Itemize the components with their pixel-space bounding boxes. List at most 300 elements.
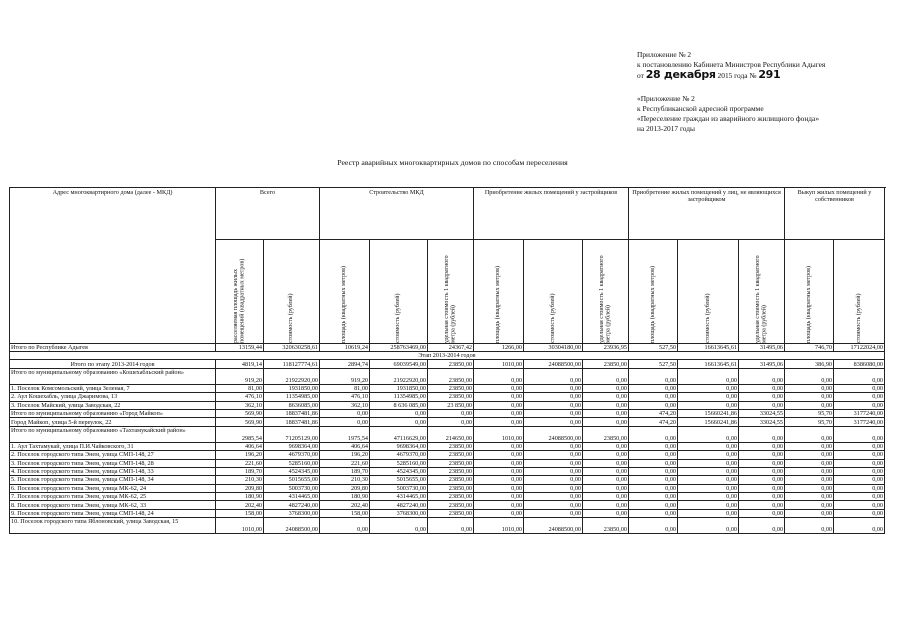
value-cell: 0,00: [583, 442, 629, 450]
value-cell: 0,00: [524, 509, 583, 517]
sub-header: стоимость (рублей): [834, 240, 885, 344]
value-cell: 202,40: [320, 501, 370, 509]
table-row: [10, 501, 885, 509]
address-cell: 2. Поселок городского типа Энем, улица СМП-148, 27: [10, 451, 216, 459]
address-cell: 3. Поселок городского типа Энем, улица СМП-148, 28: [10, 459, 216, 467]
date-prefix: от: [637, 71, 644, 80]
value-cell: 2985,54: [216, 426, 264, 442]
value-cell: 0,00: [785, 442, 834, 450]
value-cell: 0,00: [583, 476, 629, 484]
value-cell: 69039549,00: [370, 360, 428, 368]
value-cell: 0,00: [834, 518, 885, 534]
value-cell: 189,70: [216, 467, 264, 475]
value-cell: 0,00: [834, 451, 885, 459]
value-cell: 0,00: [834, 484, 885, 492]
value-cell: 196,20: [216, 451, 264, 459]
value-cell: 221,60: [216, 459, 264, 467]
table-row: [10, 393, 885, 401]
value-cell: 258763469,00: [370, 344, 428, 352]
value-cell: 0,00: [834, 401, 885, 409]
table-row: [10, 418, 885, 426]
value-cell: 0,00: [474, 493, 524, 501]
value-cell: 476,10: [320, 393, 370, 401]
value-cell: 0,00: [678, 368, 739, 384]
value-cell: 209,80: [320, 484, 370, 492]
table-row: [10, 509, 885, 517]
value-cell: 0,00: [678, 518, 739, 534]
value-cell: 4314465,00: [370, 493, 428, 501]
value-cell: 0,00: [583, 384, 629, 392]
value-cell: 362,10: [320, 401, 370, 409]
value-cell: 202,40: [216, 501, 264, 509]
value-cell: 189,70: [320, 467, 370, 475]
value-cell: 0,00: [629, 384, 678, 392]
value-cell: 0,00: [678, 442, 739, 450]
value-cell: 0,00: [629, 368, 678, 384]
sub-header: площадь (квадратных метров): [785, 240, 834, 344]
appendix-line-5: к Республиканской адресной программе: [637, 104, 764, 113]
document-title: Реестр аварийных многоквартирных домов по способам переселения: [337, 158, 568, 167]
value-cell: 4679370,00: [264, 451, 320, 459]
value-cell: 0,00: [785, 451, 834, 459]
value-cell: 386,90: [785, 360, 834, 368]
value-cell: 17122024,00: [834, 344, 885, 352]
value-cell: 0,00: [678, 426, 739, 442]
value-cell: 3177240,00: [834, 409, 885, 417]
sub-header: площадь (квадратных метров): [629, 240, 678, 344]
value-cell: 24367,42: [428, 344, 474, 352]
value-cell: 0,00: [428, 418, 474, 426]
value-cell: 0,00: [678, 393, 739, 401]
value-cell: 0,00: [739, 476, 785, 484]
value-cell: 0,00: [474, 401, 524, 409]
value-cell: 0,00: [524, 451, 583, 459]
value-cell: 23850,00: [583, 426, 629, 442]
value-cell: 919,20: [320, 368, 370, 384]
value-cell: 23850,00: [428, 476, 474, 484]
value-cell: 0,00: [834, 368, 885, 384]
table-row: [10, 442, 885, 450]
value-cell: 15660241,86: [678, 418, 739, 426]
value-cell: 0,00: [739, 501, 785, 509]
value-cell: 0,00: [524, 459, 583, 467]
value-cell: 569,90: [216, 409, 264, 417]
value-cell: 0,00: [583, 459, 629, 467]
value-cell: 0,00: [629, 442, 678, 450]
table-row: [10, 459, 885, 467]
value-cell: 0,00: [583, 409, 629, 417]
value-cell: 0,00: [739, 426, 785, 442]
value-cell: 23850,00: [428, 360, 474, 368]
value-cell: 4314465,00: [264, 493, 320, 501]
value-cell: 0,00: [370, 409, 428, 417]
value-cell: 180,90: [320, 493, 370, 501]
table-row: [10, 401, 885, 409]
value-cell: 23850,00: [428, 467, 474, 475]
registry-table: [9, 187, 885, 534]
value-cell: 95,70: [785, 409, 834, 417]
value-cell: 0,00: [320, 409, 370, 417]
table-row: [10, 476, 885, 484]
value-cell: 0,00: [428, 409, 474, 417]
appendix-line-7: на 2013-2017 годы: [637, 124, 696, 133]
value-cell: 0,00: [785, 501, 834, 509]
value-cell: 0,00: [785, 459, 834, 467]
value-cell: 0,00: [834, 393, 885, 401]
value-cell: 196,20: [320, 451, 370, 459]
value-cell: 0,00: [739, 518, 785, 534]
value-cell: 18837481,86: [264, 418, 320, 426]
value-cell: 0,00: [834, 442, 885, 450]
value-cell: 0,00: [320, 518, 370, 534]
value-cell: 24088500,00: [264, 518, 320, 534]
value-cell: 31495,06: [739, 360, 785, 368]
value-cell: 158,00: [320, 509, 370, 517]
value-cell: 5003730,00: [264, 484, 320, 492]
value-cell: 1010,00: [216, 518, 264, 534]
value-cell: 9698364,00: [264, 442, 320, 450]
value-cell: 919,20: [216, 368, 264, 384]
address-cell: 9. Поселок городского типа Энем, улица СМП-148, 24: [10, 509, 216, 517]
value-cell: 0,00: [583, 368, 629, 384]
address-cell: 5. Поселок городского типа Энем, улица СМП-148, 34: [10, 476, 216, 484]
value-cell: 0,00: [785, 368, 834, 384]
sub-header: стоимость (рублей): [264, 240, 320, 344]
value-cell: 0,00: [678, 401, 739, 409]
value-cell: 23850,00: [428, 368, 474, 384]
value-cell: 16613645,61: [678, 344, 739, 352]
value-cell: 118127774,61: [264, 360, 320, 368]
value-cell: 0,00: [629, 401, 678, 409]
value-cell: 320630258,61: [264, 344, 320, 352]
value-cell: 0,00: [474, 442, 524, 450]
value-cell: 569,90: [216, 418, 264, 426]
value-cell: 23850,00: [428, 459, 474, 467]
address-cell: 7. Поселок городского типа Энем, улица МК-62, 25: [10, 493, 216, 501]
value-cell: 31495,06: [739, 344, 785, 352]
value-cell: 11354985,00: [264, 393, 320, 401]
value-cell: 0,00: [785, 476, 834, 484]
table-body: [10, 344, 885, 534]
value-cell: 0,00: [629, 518, 678, 534]
value-cell: 95,70: [785, 418, 834, 426]
value-cell: 0,00: [524, 418, 583, 426]
value-cell: 23850,00: [428, 493, 474, 501]
value-cell: 0,00: [524, 476, 583, 484]
value-cell: 23850,00: [428, 501, 474, 509]
value-cell: 210,30: [320, 476, 370, 484]
value-cell: 0,00: [524, 501, 583, 509]
value-cell: 21922920,00: [264, 368, 320, 384]
appendix-line-1: Приложение № 2: [637, 50, 692, 59]
value-cell: 21922920,00: [370, 368, 428, 384]
value-cell: 0,00: [785, 484, 834, 492]
value-cell: 8636085,00: [264, 401, 320, 409]
address-cell: 4. Поселок городского типа Энем, улица СМП-148, 33: [10, 467, 216, 475]
value-cell: 0,00: [474, 409, 524, 417]
value-cell: 406,64: [320, 442, 370, 450]
value-cell: 158,00: [216, 509, 264, 517]
value-cell: 5285160,00: [370, 459, 428, 467]
value-cell: 18837481,86: [264, 409, 320, 417]
value-cell: 0,00: [785, 493, 834, 501]
address-cell: 1. Аул Тахтамукай, улица П.И.Чайковского, 31: [10, 442, 216, 450]
construction-header: Строительство МКД: [320, 188, 474, 240]
table-row: [10, 344, 885, 352]
value-cell: 4679370,00: [370, 451, 428, 459]
value-cell: 0,00: [583, 493, 629, 501]
value-cell: 24088500,00: [524, 426, 583, 442]
value-cell: 0,00: [834, 493, 885, 501]
value-cell: 476,10: [216, 393, 264, 401]
value-cell: 23850,00: [428, 393, 474, 401]
value-cell: 3768300,00: [264, 509, 320, 517]
value-cell: 0,00: [524, 393, 583, 401]
value-cell: 0,00: [524, 493, 583, 501]
value-cell: 0,00: [474, 368, 524, 384]
value-cell: 474,20: [629, 418, 678, 426]
appendix-header: [637, 50, 905, 134]
value-cell: 0,00: [678, 459, 739, 467]
value-cell: 0,00: [739, 442, 785, 450]
value-cell: 474,20: [629, 409, 678, 417]
value-cell: 4827240,00: [370, 501, 428, 509]
value-cell: 0,00: [678, 484, 739, 492]
value-cell: 0,00: [474, 384, 524, 392]
table-row: [10, 409, 885, 417]
value-cell: 0,00: [428, 518, 474, 534]
value-cell: 0,00: [739, 368, 785, 384]
value-cell: 0,00: [370, 518, 428, 534]
address-cell: Итого по муниципальному образованию «Тахтамукайский район»: [10, 426, 216, 442]
address-cell: 6. Поселок городского типа Энем, улица МК-62, 24: [10, 484, 216, 492]
value-cell: 0,00: [474, 501, 524, 509]
value-cell: 1975,54: [320, 426, 370, 442]
value-cell: 0,00: [629, 393, 678, 401]
table-row: [10, 360, 885, 368]
value-cell: 0,00: [524, 384, 583, 392]
value-cell: 1266,00: [474, 344, 524, 352]
value-cell: 0,00: [834, 501, 885, 509]
table-row: [10, 368, 885, 384]
date-year: 2015 года №: [717, 71, 757, 80]
value-cell: 0,00: [739, 493, 785, 501]
value-cell: 0,00: [474, 459, 524, 467]
address-cell: 10. Поселок городского типа Яблоновский, улица Заводская, 15: [10, 518, 216, 534]
handwritten-date: 28 декабря: [645, 68, 716, 81]
value-cell: 0,00: [524, 401, 583, 409]
value-cell: 0,00: [739, 401, 785, 409]
value-cell: 0,00: [629, 509, 678, 517]
value-cell: 0,00: [785, 467, 834, 475]
value-cell: 23936,95: [583, 344, 629, 352]
value-cell: 180,90: [216, 493, 264, 501]
address-cell: Город Майкоп, улица 5-й переулок, 22: [10, 418, 216, 426]
sub-header: стоимость (рублей): [524, 240, 583, 344]
value-cell: 24088500,00: [524, 360, 583, 368]
value-cell: 0,00: [834, 467, 885, 475]
value-cell: 0,00: [524, 467, 583, 475]
value-cell: 23850,00: [583, 360, 629, 368]
value-cell: 0,00: [583, 467, 629, 475]
value-cell: 0,00: [629, 476, 678, 484]
value-cell: 214650,00: [428, 426, 474, 442]
address-cell: 8. Поселок городского типа Энем, улица МК-62, 33: [10, 501, 216, 509]
value-cell: 0,00: [739, 459, 785, 467]
address-cell: 2. Аул Кошехабль, улица Джаримова, 13: [10, 393, 216, 401]
value-cell: 24088500,00: [524, 518, 583, 534]
value-cell: 0,00: [834, 459, 885, 467]
value-cell: 9698364,00: [370, 442, 428, 450]
address-cell: Итого по Республике Адыгея: [10, 344, 216, 352]
value-cell: 23850,00: [428, 442, 474, 450]
sub-header: удельная стоимость 1 квадратного метра (рублей): [739, 240, 785, 344]
buyout-header: Выкуп жилых помещений у собственников: [785, 188, 885, 240]
purchase-other-header: Приобретение жилых помещений у лиц, не являющихся застройщиком: [629, 188, 785, 240]
value-cell: 0,00: [474, 393, 524, 401]
address-cell: Итого по этапу 2013-2014 годов: [10, 360, 216, 368]
value-cell: 0,00: [629, 501, 678, 509]
sub-header: расселяемая площадь жилых помещений (квадратных метров): [216, 240, 264, 344]
value-cell: 33024,55: [739, 418, 785, 426]
value-cell: 0,00: [834, 476, 885, 484]
value-cell: 23850,00: [428, 484, 474, 492]
value-cell: 0,00: [678, 467, 739, 475]
table-row: [10, 484, 885, 492]
value-cell: 0,00: [678, 501, 739, 509]
value-cell: 0,00: [785, 509, 834, 517]
value-cell: 0,00: [678, 451, 739, 459]
value-cell: 4524345,00: [264, 467, 320, 475]
purchase-developer-header: Приобретение жилых помещений у застройщиков: [474, 188, 629, 240]
stage-row: [10, 352, 885, 360]
value-cell: 47116629,00: [370, 426, 428, 442]
value-cell: 13159,44: [216, 344, 264, 352]
value-cell: 5015655,00: [370, 476, 428, 484]
table-row: [10, 451, 885, 459]
appendix-line-4: «Приложение № 2: [637, 94, 695, 103]
value-cell: 221,60: [320, 459, 370, 467]
value-cell: 1010,00: [474, 518, 524, 534]
value-cell: 210,30: [216, 476, 264, 484]
value-cell: 8 636 085,00: [370, 401, 428, 409]
value-cell: 527,50: [629, 344, 678, 352]
value-cell: 0,00: [474, 467, 524, 475]
value-cell: 0,00: [583, 501, 629, 509]
value-cell: 0,00: [785, 393, 834, 401]
sub-header: площадь (квадратных метров): [474, 240, 524, 344]
value-cell: 0,00: [583, 418, 629, 426]
value-cell: 23850,00: [428, 384, 474, 392]
value-cell: 0,00: [474, 484, 524, 492]
value-cell: 0,00: [785, 426, 834, 442]
sub-header: удельная стоимость 1 квадратного метра (рублей): [428, 240, 474, 344]
value-cell: 0,00: [370, 418, 428, 426]
value-cell: 0,00: [629, 484, 678, 492]
value-cell: 0,00: [629, 459, 678, 467]
value-cell: 2894,74: [320, 360, 370, 368]
sub-header: площадь (квадратных метров): [320, 240, 370, 344]
appendix-line-2: к постановлению Кабинета Министров Республики Адыгея: [637, 60, 826, 69]
value-cell: 0,00: [629, 467, 678, 475]
value-cell: 23850,00: [428, 451, 474, 459]
value-cell: 0,00: [583, 484, 629, 492]
value-cell: 5015655,00: [264, 476, 320, 484]
value-cell: 406,64: [216, 442, 264, 450]
value-cell: 0,00: [785, 518, 834, 534]
value-cell: 81,00: [320, 384, 370, 392]
value-cell: 0,00: [629, 451, 678, 459]
value-cell: 0,00: [524, 409, 583, 417]
value-cell: 1931850,00: [370, 384, 428, 392]
appendix-line-6: «Переселение граждан из аварийного жилищного фонда»: [637, 114, 820, 123]
sub-header: удельная стоимость 1 квадратного метра (рублей): [583, 240, 629, 344]
value-cell: 209,80: [216, 484, 264, 492]
value-cell: 0,00: [785, 401, 834, 409]
value-cell: 0,00: [834, 384, 885, 392]
value-cell: 0,00: [474, 451, 524, 459]
value-cell: 0,00: [629, 426, 678, 442]
value-cell: 362,10: [216, 401, 264, 409]
value-cell: 0,00: [583, 509, 629, 517]
value-cell: 746,70: [785, 344, 834, 352]
address-cell: 1. Поселок Комсомольский, улица Зеленая, 7: [10, 384, 216, 392]
address-cell: Итого по муниципальному образованию «Город Майкоп»: [10, 409, 216, 417]
address-header: Адрес многоквартирного дома (далее - МКД): [10, 188, 216, 344]
value-cell: 4524345,00: [370, 467, 428, 475]
value-cell: 527,50: [629, 360, 678, 368]
value-cell: 0,00: [739, 467, 785, 475]
appendix-line-3: [637, 70, 905, 81]
address-cell: 3. Поселок Майский, улица Заводская, 22: [10, 401, 216, 409]
table-row: [10, 493, 885, 501]
address-cell: Итого по муниципальному образованию «Кошехабльский район»: [10, 368, 216, 384]
stage-label: Этап 2013-2014 годов: [10, 352, 885, 360]
value-cell: 3177240,00: [834, 418, 885, 426]
value-cell: 0,00: [524, 368, 583, 384]
value-cell: 0,00: [785, 384, 834, 392]
table-row: [10, 384, 885, 392]
value-cell: 0,00: [739, 484, 785, 492]
value-cell: 0,00: [739, 509, 785, 517]
table-row: [10, 518, 885, 534]
group-header-row: [10, 188, 885, 240]
value-cell: 0,00: [524, 442, 583, 450]
value-cell: 8386080,00: [834, 360, 885, 368]
value-cell: 10619,24: [320, 344, 370, 352]
value-cell: 0,00: [524, 484, 583, 492]
value-cell: 5003730,00: [370, 484, 428, 492]
value-cell: 0,00: [629, 493, 678, 501]
table-row: [10, 426, 885, 442]
value-cell: 0,00: [583, 451, 629, 459]
value-cell: 0,00: [678, 384, 739, 392]
value-cell: 16613645,61: [678, 360, 739, 368]
value-cell: 0,00: [739, 384, 785, 392]
value-cell: 0,00: [474, 418, 524, 426]
value-cell: 30304180,00: [524, 344, 583, 352]
value-cell: 71205129,00: [264, 426, 320, 442]
value-cell: 3768300,00: [370, 509, 428, 517]
handwritten-number: 291: [758, 68, 781, 81]
value-cell: 0,00: [739, 451, 785, 459]
value-cell: 23 850,00: [428, 401, 474, 409]
sub-header: стоимость (рублей): [370, 240, 428, 344]
value-cell: 1010,00: [474, 426, 524, 442]
value-cell: 81,00: [216, 384, 264, 392]
value-cell: 33024,55: [739, 409, 785, 417]
sub-header: стоимость (рублей): [678, 240, 739, 344]
